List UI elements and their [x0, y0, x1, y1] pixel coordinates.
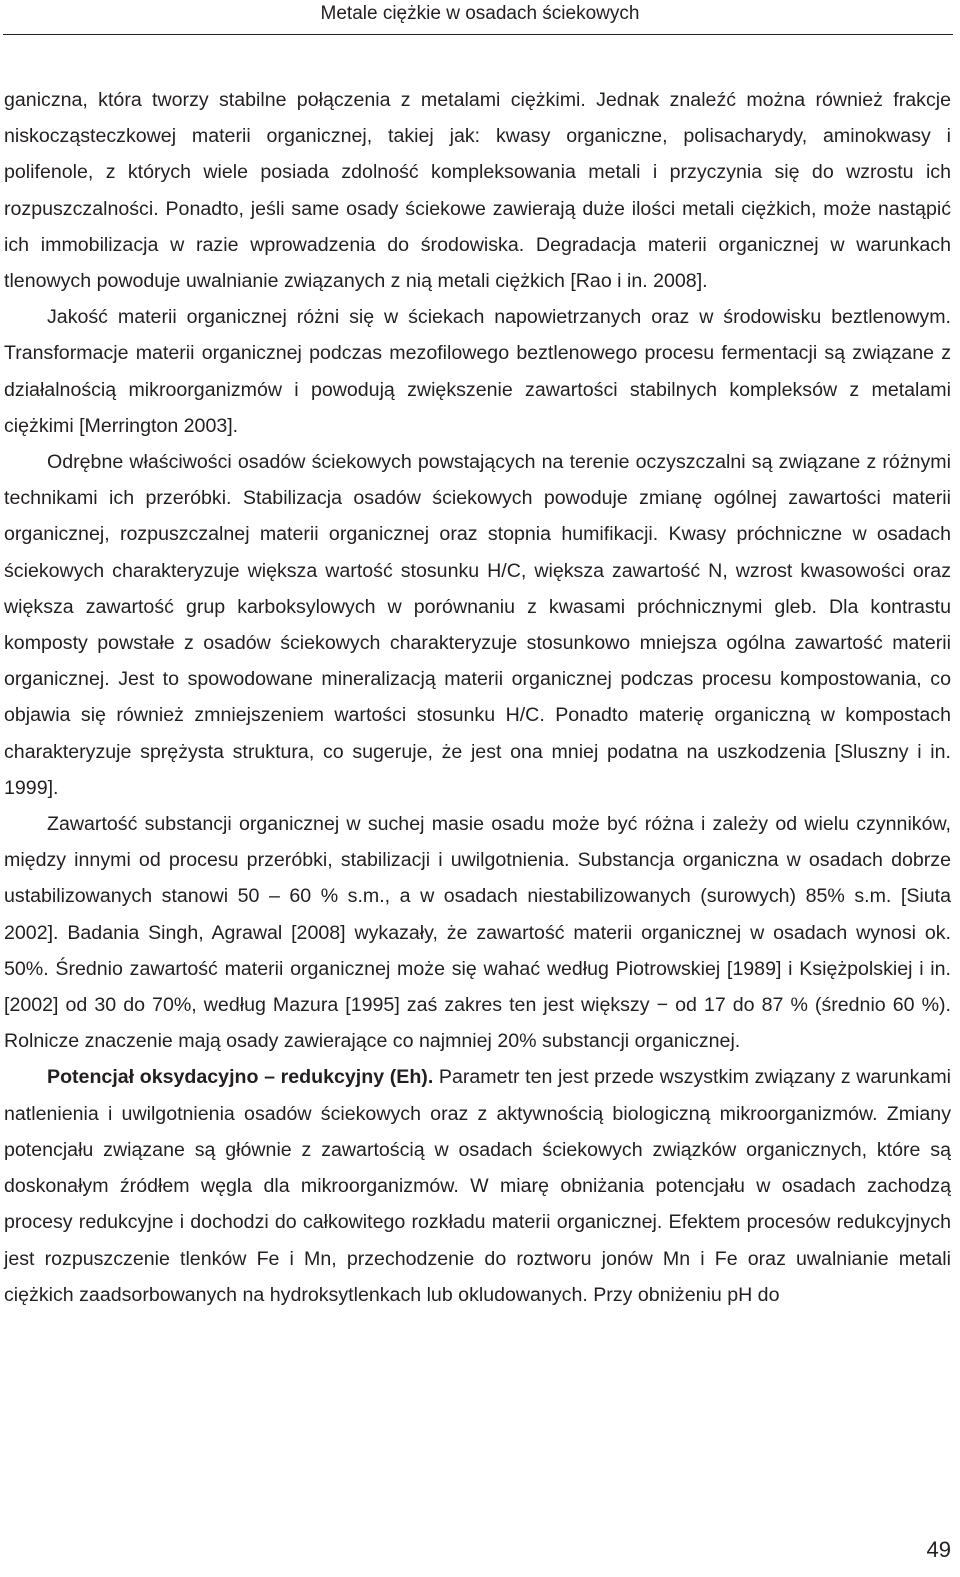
page-number: 49 — [926, 1537, 951, 1562]
running-header — [0, 0, 960, 34]
header-divider — [3, 34, 953, 35]
paragraph-redox-potential — [4, 1059, 951, 1312]
running-title: Metale ciężkie w osadach ściekowych — [320, 3, 640, 24]
section-heading-redox: Potencjał oksydacyjno – redukcyjny (Eh). — [47, 1066, 434, 1089]
paragraph-sludge-properties: Odrębne właściwości osadów ściekowych powstających na terenie oczyszczalni są związane z różnymi technikami ich przeróbki. Stabilizacja osadów ściekowych powoduje zmianę ogólnej zawartości materii organicznej, rozpuszczalnej materii organicznej oraz stopnia humifikacji. Kwasy próchniczne w osadach ściekowych charakteryzuje większa wartość stosunku H/C, większa zawartość N, wzrost kwasowości oraz większa zawartość grup karboksylowych w porównaniu z kwasami próchnicznymi gleb. Dla kontrastu komposty powstałe z osadów ściekowych charakteryzuje stosunkowo mniejsza ogólna zawartość materii organicznej. Jest to spowodowane mineralizacją materii organicznej podczas procesu kompostowania, co objawia się również zmniejszeniem wartości stosunku H/C. Ponadto materię organiczną w kompostach charakteryzuje sprężysta struktura, co sugeruje, że jest ona mniej podatna na uszkodzenia [Sluszny i in. 1999]. — [4, 451, 951, 799]
paragraph-organic-matter-quality: Jakość materii organicznej różni się w ściekach napowietrzanych oraz w środowisku beztlenowym. Transformacje materii organicznej podczas mezofilowego beztlenowego procesu fermentacji są związane z działalnością mikroorganizmów i powodują zwiększenie zawartości stabilnych kompleksów z metalami ciężkimi [Merrington 2003]. — [4, 306, 951, 437]
paragraph-redox-text: Parametr ten jest przede wszystkim związany z warunkami natlenienia i uwilgotnienia osadów ściekowych oraz z aktywnością biologiczną mikroorganizmów. Zmiany potencjału związane są głównie z zawartością w osadach ściekowych związków organicznych, które są doskonałym źródłem węgla dla mikroorganizmów. W miarę obniżania potencjału w osadach zachodzą procesy redukcyjne i dochodzi do całkowitego rozkładu materii organicznej. Efektem procesów redukcyjnych jest rozpuszczenie tlenków Fe i Mn, przechodzenie do roztworu jonów Mn i Fe oraz uwalnianie metali ciężkich zaadsorbowanych na hydroksytlenkach lub okludowanych. Przy obniżeniu pH do — [4, 1066, 951, 1306]
body-text — [4, 82, 951, 1313]
paragraph-continuation: ganiczna, która tworzy stabilne połączenia z metalami ciężkimi. Jednak znaleźć można również frakcje niskocząsteczkowej materii organicznej, takiej jak: kwasy organiczne, polisacharydy, aminokwasy i polifenole, z których wiele posiada zdolność kompleksowania metali i przyczynia się do wzrostu ich rozpuszczalności. Ponadto, jeśli same osady ściekowe zawierają duże ilości metali ciężkich, może nastąpić ich immobilizacja w razie wprowadzenia do środowiska. Degradacja materii organicznej w warunkach tlenowych powoduje uwalnianie związanych z nią metali ciężkich [Rao i in. 2008]. — [4, 89, 951, 293]
paragraph-organic-content: Zawartość substancji organicznej w suchej masie osadu może być różna i zależy od wielu czynników, między innymi od procesu przeróbki, stabilizacji i uwilgotnienia. Substancja organiczna w osadach dobrze ustabilizowanych stanowi 50 – 60 % s.m., a w osadach niestabilizowanych (surowych) 85% s.m. [Siuta 2002]. Badania Singh, Agrawal [2008] wykazały, że zawartość materii organicznej w osadach wynosi ok. 50%. Średnio zawartość materii organicznej może się wahać według Piotrowskiej [1989] i Księżpolskiej i in. [2002] od 30 do 70%, według Mazura [1995] zaś zakres ten jest większy − od 17 do 87 % (średnio 60 %). Rolnicze znaczenie mają osady zawierające co najmniej 20% substancji organicznej. — [4, 813, 951, 1053]
